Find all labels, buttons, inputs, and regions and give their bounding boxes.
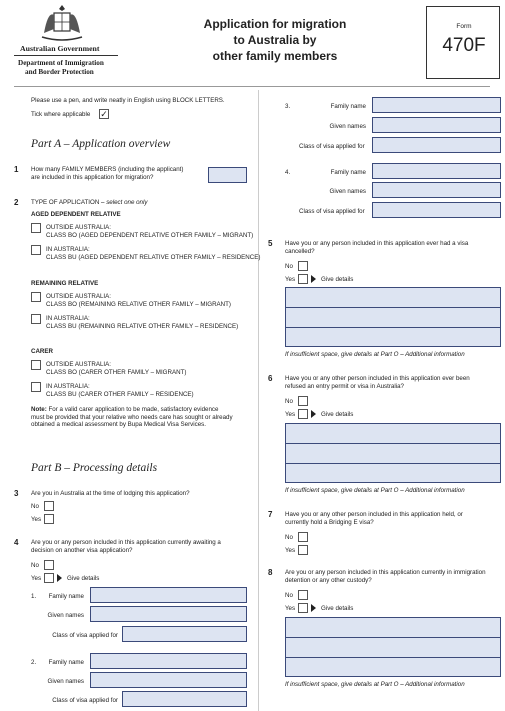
form-number-box (426, 6, 500, 79)
q4-entry2-class-field[interactable] (122, 691, 247, 707)
entry3-class-field[interactable] (372, 137, 501, 153)
q4-entry2-family-label: Family name (48, 659, 84, 666)
q5-no-label: No (285, 263, 293, 270)
q6-yes-checkbox[interactable] (298, 409, 308, 419)
q5-yes-checkbox[interactable] (298, 274, 308, 284)
family-members-count-field[interactable] (208, 167, 247, 183)
checkbox-remaining-inside[interactable] (31, 314, 41, 324)
q6-text-1: Have you or any other person included in this application ever been (285, 375, 470, 382)
q7-text-2: currently hold a Bridging E visa? (285, 519, 374, 526)
q8-insufficient-note: If insufficient space, give details at Part O – Additional information (285, 681, 465, 688)
q5-no-checkbox[interactable] (298, 261, 308, 271)
dept-name-2: and Border Protection (25, 68, 94, 76)
entry4-family-label: Family name (330, 169, 366, 176)
checkbox-remaining-outside[interactable] (31, 292, 41, 302)
remaining-outside-l2: CLASS BO (REMAINING RELATIVE OTHER FAMILY – MIGRANT) (46, 301, 231, 308)
arrow-right-icon (311, 410, 316, 418)
q4-yes-checkbox[interactable] (44, 573, 54, 583)
q6-no-checkbox[interactable] (298, 396, 308, 406)
entry4-number: 4. (285, 169, 291, 176)
remaining-outside-l1: OUTSIDE AUSTRALIA: (46, 293, 111, 300)
q4-no-checkbox[interactable] (44, 560, 54, 570)
q8-number: 8 (268, 568, 273, 577)
form-number: 470F (442, 35, 486, 56)
remaining-inside-l1: IN AUSTRALIA: (46, 315, 90, 322)
aged-inside-l2: CLASS BU (AGED DEPENDENT RELATIVE OTHER FAMILY – RESIDENCE) (46, 254, 261, 261)
entry4-family-field[interactable] (372, 163, 501, 179)
q1-number: 1 (14, 165, 19, 174)
q4-entry2-family-field[interactable] (90, 653, 247, 669)
q1-text-1: How many FAMILY MEMBERS (including the applicant) (31, 166, 184, 173)
q7-text-1: Have you or any other person included in this application held, or (285, 511, 463, 518)
gov-divider (14, 55, 118, 56)
arrow-right-icon (311, 275, 316, 283)
q3-yes-label: Yes (31, 516, 42, 523)
header-rule (14, 86, 490, 87)
aged-outside-l2: CLASS BO (AGED DEPENDENT RELATIVE OTHER FAMILY – MIGRANT) (46, 232, 254, 239)
q7-yes-checkbox[interactable] (298, 545, 308, 555)
gov-name: Australian Government (20, 44, 100, 53)
q6-details-field[interactable] (285, 423, 501, 483)
q5-number: 5 (268, 239, 273, 248)
q4-yes-label: Yes (31, 575, 42, 582)
q5-details-field[interactable] (285, 287, 501, 347)
form-title-2: to Australia by (233, 33, 317, 47)
q8-yes-label: Yes (285, 605, 296, 612)
q2-number: 2 (14, 198, 19, 207)
q7-yes-label: Yes (285, 547, 296, 554)
q4-text-2: decision on another visa application? (31, 547, 133, 554)
q6-no-label: No (285, 398, 293, 405)
arrow-right-icon (57, 574, 62, 582)
q5-insufficient-note: If insufficient space, give details at Part O – Additional information (285, 351, 465, 358)
q4-no-label: No (31, 562, 39, 569)
carer-outside-l1: OUTSIDE AUSTRALIA: (46, 361, 111, 368)
checkbox-aged-inside[interactable] (31, 245, 41, 255)
q4-give-details: Give details (67, 575, 100, 582)
intro-instruction: Please use a pen, and write neatly in English using BLOCK LETTERS. (31, 97, 225, 104)
q6-give-details: Give details (321, 411, 354, 418)
q4-entry2-given-label: Given names (47, 678, 84, 685)
entry4-class-field[interactable] (372, 202, 501, 218)
entry3-given-label: Given names (329, 123, 366, 130)
arrow-right-icon (311, 604, 316, 612)
entry3-given-field[interactable] (372, 117, 501, 133)
entry3-family-label: Family name (330, 103, 366, 110)
q6-insufficient-note: If insufficient space, give details at Part O – Additional information (285, 487, 465, 494)
checkbox-aged-outside[interactable] (31, 223, 41, 233)
q1-text-2: are included in this application for migration? (31, 174, 154, 181)
q8-no-checkbox[interactable] (298, 590, 308, 600)
q7-no-label: No (285, 534, 293, 541)
q4-entry2-number: 2. (31, 659, 37, 666)
entry3-family-field[interactable] (372, 97, 501, 113)
q3-no-checkbox[interactable] (44, 501, 54, 511)
q4-number: 4 (14, 538, 19, 547)
coat-of-arms-icon (38, 3, 86, 43)
q4-entry2-given-field[interactable] (90, 672, 247, 688)
tick-example-checkbox: ✓ (100, 109, 108, 119)
q3-no-label: No (31, 503, 39, 510)
q5-text-2: cancelled? (285, 248, 315, 255)
q4-entry1-class-field[interactable] (122, 626, 247, 642)
carer-note: Note: For a valid carer application to be made, satisfactory evidence must be provided that your relative who needs care has sought or already obtained a medical assessment by Bupa Medical Visa Services. (31, 406, 233, 429)
q5-yes-label: Yes (285, 276, 296, 283)
entry4-class-label: Class of visa applied for (299, 208, 365, 215)
q6-number: 6 (268, 374, 273, 383)
form-label: Form (456, 23, 472, 30)
checkbox-carer-outside[interactable] (31, 360, 41, 370)
checkbox-carer-inside[interactable] (31, 382, 41, 392)
q8-text-1: Are you or any person included in this application currently in immigration (285, 569, 486, 576)
part-a-heading: Part A – Application overview (31, 138, 171, 150)
q6-text-2: refused an entry permit or visa in Australia? (285, 383, 404, 390)
q4-entry1-number: 1. (31, 593, 37, 600)
part-b-heading: Part B – Processing details (31, 462, 158, 474)
q5-give-details: Give details (321, 276, 354, 283)
q7-number: 7 (268, 510, 273, 519)
q8-details-field[interactable] (285, 617, 501, 677)
q8-text-2: detention or any other custody? (285, 577, 372, 584)
entry3-class-label: Class of visa applied for (299, 143, 365, 150)
carer-inside-l1: IN AUSTRALIA: (46, 383, 90, 390)
q4-entry1-family-field[interactable] (90, 587, 247, 603)
q8-yes-checkbox[interactable] (298, 603, 308, 613)
remaining-inside-l2: CLASS BU (REMAINING RELATIVE OTHER FAMILY – RESIDENCE) (46, 323, 239, 330)
carer-outside-l2: CLASS BO (CARER OTHER FAMILY – MIGRANT) (46, 369, 187, 376)
q4-entry1-given-label: Given names (47, 612, 84, 619)
form-title-1: Application for migration (203, 17, 347, 31)
q3-yes-checkbox[interactable] (44, 514, 54, 524)
q4-entry1-class-label: Class of visa applied for (52, 632, 118, 639)
q4-text-1: Are you or any person included in this application currently awaiting a (31, 539, 221, 546)
entry4-given-field[interactable] (372, 182, 501, 198)
entry3-number: 3. (285, 103, 291, 110)
entry4-given-label: Given names (329, 188, 366, 195)
q4-entry1-given-field[interactable] (90, 606, 247, 622)
q8-no-label: No (285, 592, 293, 599)
group-carer-title: CARER (31, 348, 54, 355)
q3-number: 3 (14, 489, 19, 498)
group-aged-title: AGED DEPENDENT RELATIVE (31, 211, 121, 218)
tick-instruction: Tick where applicable (31, 111, 91, 118)
aged-inside-l1: IN AUSTRALIA: (46, 246, 90, 253)
q5-text-1: Have you or any person included in this application ever had a visa (285, 240, 469, 247)
aged-outside-l1: OUTSIDE AUSTRALIA: (46, 224, 111, 231)
dept-name-1: Department of Immigration (18, 59, 104, 67)
q8-give-details: Give details (321, 605, 354, 612)
q4-entry2-class-label: Class of visa applied for (52, 697, 118, 704)
carer-inside-l2: CLASS BU (CARER OTHER FAMILY – RESIDENCE) (46, 391, 194, 398)
q7-no-checkbox[interactable] (298, 532, 308, 542)
q2-text: TYPE OF APPLICATION – select one only (31, 199, 148, 206)
q6-yes-label: Yes (285, 411, 296, 418)
q4-entry1-family-label: Family name (48, 593, 84, 600)
form-title-3: other family members (212, 49, 338, 63)
group-remaining-title: REMAINING RELATIVE (31, 280, 99, 287)
q3-text: Are you in Australia at the time of lodging this application? (31, 490, 190, 497)
column-divider (258, 90, 259, 711)
